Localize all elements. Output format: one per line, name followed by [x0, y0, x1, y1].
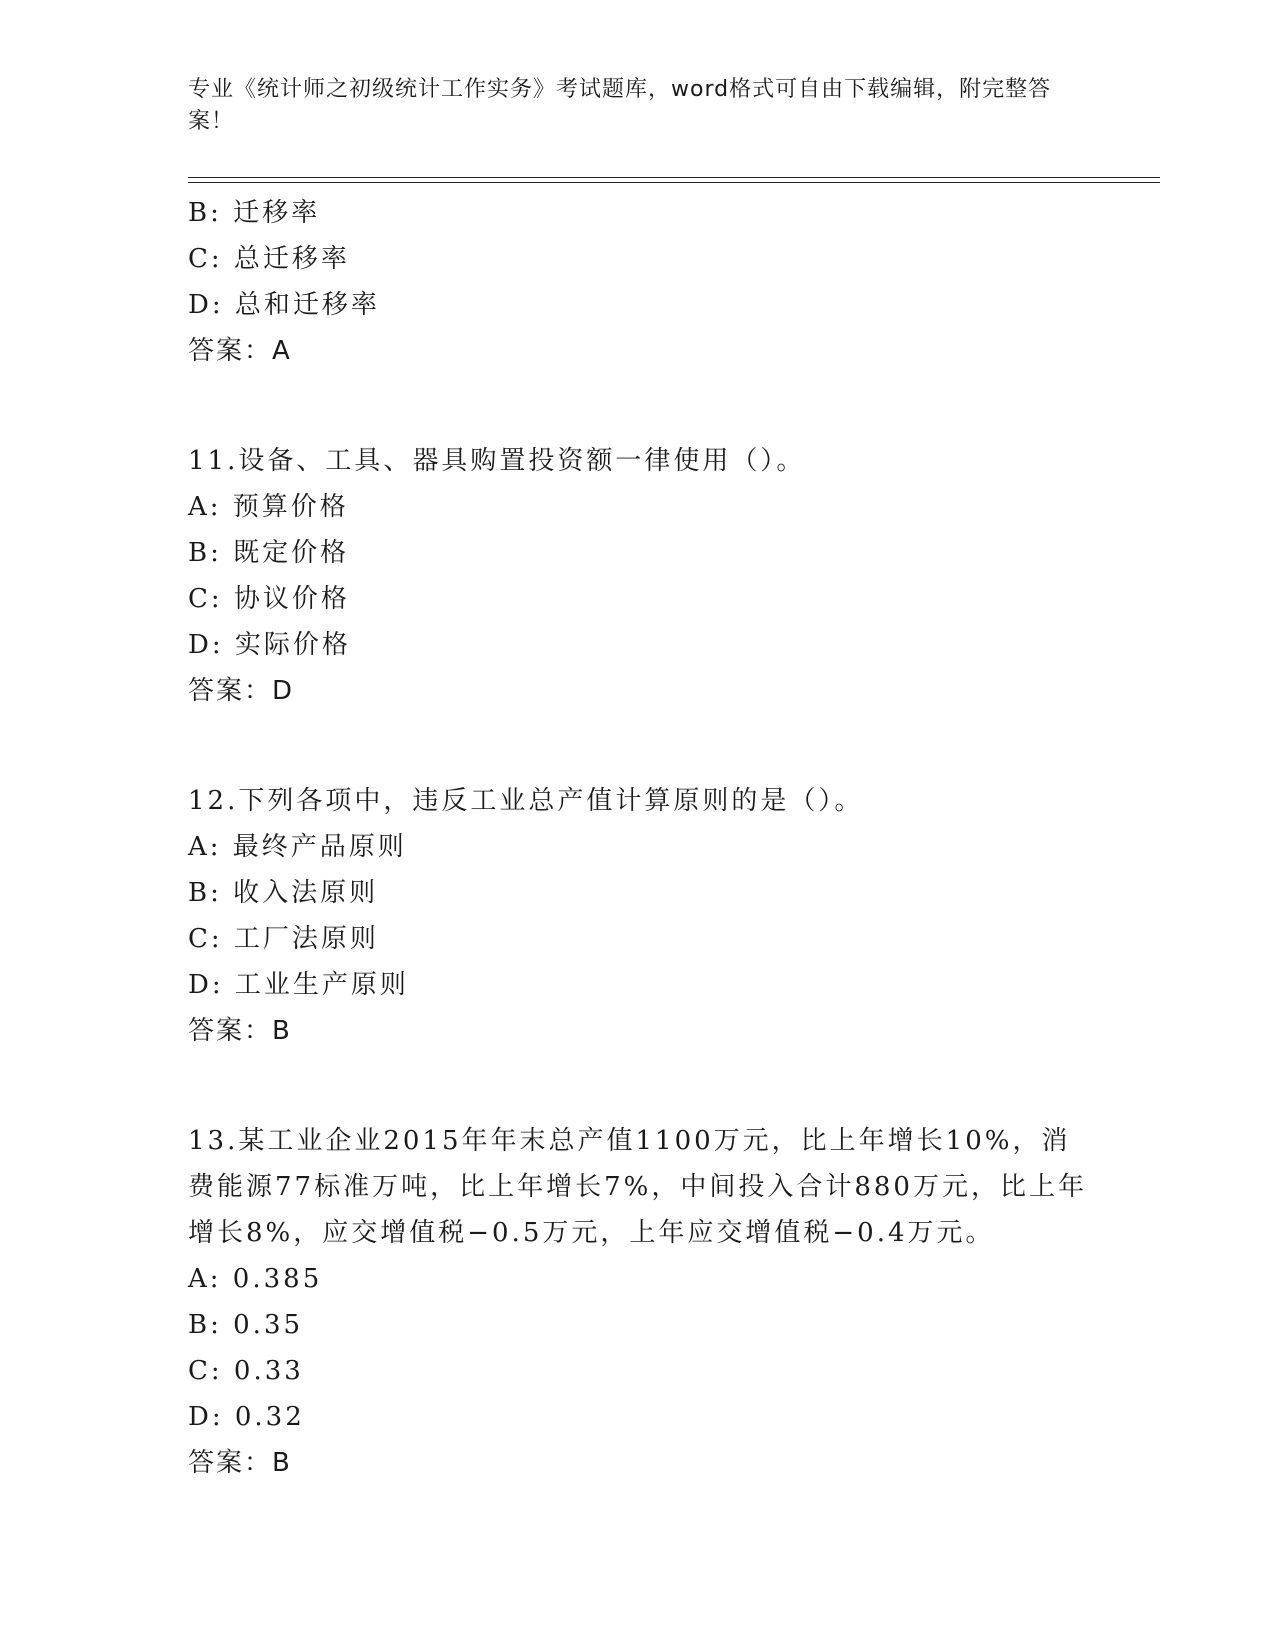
answer-line: 答案：D — [188, 676, 295, 706]
header-divider-top — [188, 177, 1160, 178]
header-divider-bottom — [188, 182, 1160, 183]
option-b: B: 既定价格 — [188, 538, 350, 568]
option-c: C: 0.33 — [188, 1356, 304, 1386]
option-d: D: 总和迁移率 — [188, 290, 380, 320]
option-a: A: 最终产品原则 — [188, 832, 407, 862]
question-11 — [188, 438, 1088, 714]
answer-line: 答案：B — [188, 1448, 292, 1478]
option-b: B: 0.35 — [188, 1310, 304, 1340]
question-list — [188, 190, 1088, 1486]
answer-line: 答案：A — [188, 336, 292, 366]
option-b: B: 收入法原则 — [188, 878, 379, 908]
option-c: C: 工厂法原则 — [188, 924, 379, 954]
question-12 — [188, 778, 1088, 1054]
option-a: A: 0.385 — [188, 1264, 323, 1294]
previous-question-tail — [188, 190, 1088, 374]
question-13 — [188, 1118, 1088, 1486]
option-d: D: 实际价格 — [188, 630, 351, 660]
option-c: C: 总迁移率 — [188, 244, 350, 274]
question-stem: 12.下列各项中，违反工业总产值计算原则的是（）。 — [188, 786, 864, 816]
option-d: D: 0.32 — [188, 1402, 305, 1432]
option-a: A: 预算价格 — [188, 492, 349, 522]
document-header: 专业《统计师之初级统计工作实务》考试题库，word格式可自由下载编辑，附完整答案！ — [188, 77, 1052, 134]
option-b: B: 迁移率 — [188, 198, 321, 228]
question-stem: 11.设备、工具、器具购置投资额一律使用（）。 — [188, 446, 806, 476]
option-d: D: 工业生产原则 — [188, 970, 409, 1000]
question-stem: 13.某工业企业2015年年末总产值1100万元，比上年增长10%，消费能源77标准万吨，比上年增长7%，中间投入合计880万元，比上年增长8%，应交增值税−0.5万元，上年应交增值税−0.4万元。 — [188, 1126, 1087, 1248]
answer-line: 答案：B — [188, 1016, 292, 1046]
option-c: C: 协议价格 — [188, 584, 350, 614]
